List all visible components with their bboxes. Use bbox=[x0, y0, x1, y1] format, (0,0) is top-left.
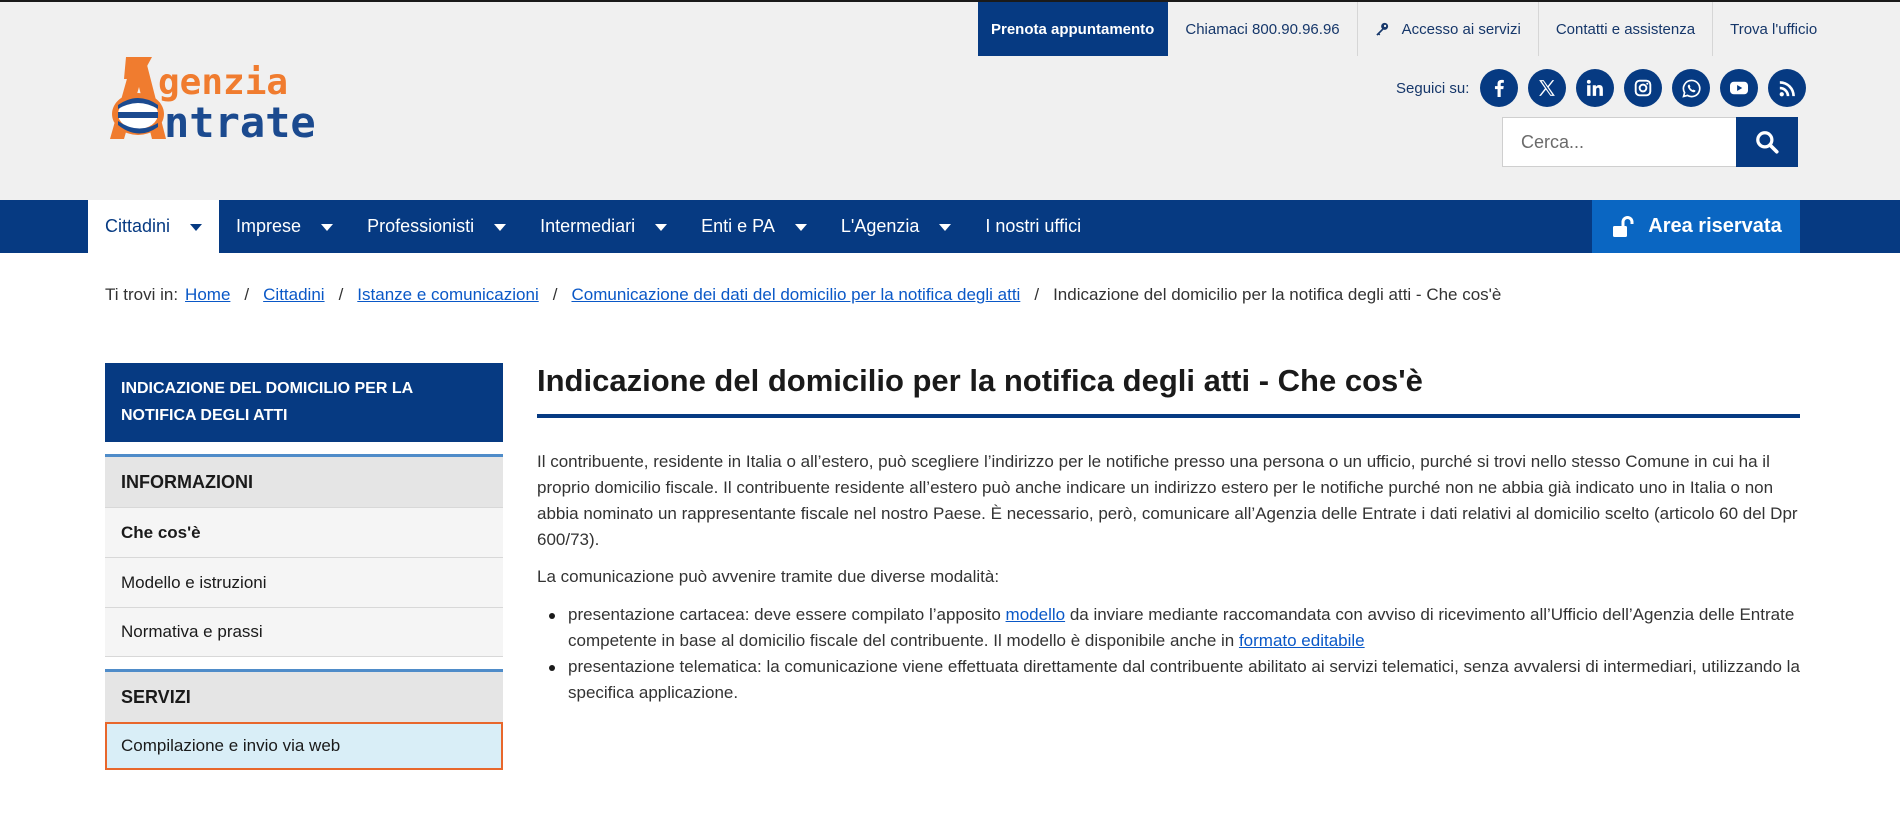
list-item: presentazione telematica: la comunicazione viene effettuata direttamente dal contribuente abilitato ai servizi telematici, senza avvalersi di intermediari, utilizzando la specifica applicazione. bbox=[537, 654, 1800, 706]
top-utility-bar bbox=[978, 2, 1834, 56]
rss-icon[interactable] bbox=[1768, 69, 1806, 107]
logo-text-agenzia: genzia bbox=[158, 62, 289, 103]
find-office-link[interactable]: Trova l'ufficio bbox=[1730, 20, 1818, 38]
modes-paragraph: La comunicazione può avvenire tramite due diverse modalità: bbox=[537, 567, 1000, 586]
breadcrumb-home[interactable]: Home bbox=[185, 285, 231, 304]
sidebar-item-modello-istruzioni[interactable]: Modello e istruzioni bbox=[105, 557, 503, 607]
social-links bbox=[1396, 69, 1806, 107]
nav-item-enti-pa[interactable] bbox=[684, 200, 824, 253]
contacts-link[interactable]: Contatti e assistenza bbox=[1539, 2, 1713, 56]
reserved-area-label: Area riservata bbox=[1648, 215, 1782, 237]
nav-item-label: L'Agenzia bbox=[840, 216, 920, 236]
nav-item-cittadini[interactable] bbox=[88, 200, 219, 253]
breadcrumb-cittadini[interactable]: Cittadini bbox=[263, 285, 325, 304]
sidebar-item-compilazione-invio[interactable]: Compilazione e invio via web bbox=[105, 722, 503, 770]
modes-list bbox=[537, 602, 1800, 706]
phone-link[interactable]: Chiamaci 800.90.96.96 bbox=[1168, 2, 1357, 56]
whatsapp-icon[interactable] bbox=[1672, 69, 1710, 107]
sidebar-heading-servizi: SERVIZI bbox=[105, 669, 503, 722]
main-content bbox=[537, 363, 1800, 706]
caret-down-icon bbox=[494, 224, 506, 231]
key-icon bbox=[1375, 22, 1389, 36]
list-item bbox=[537, 602, 1800, 654]
sidebar bbox=[105, 363, 503, 770]
youtube-icon[interactable] bbox=[1720, 69, 1758, 107]
x-icon[interactable] bbox=[1528, 69, 1566, 107]
intro-paragraph: Il contribuente, residente in Italia o all’estero, può scegliere l’indirizzo per le notifiche presso una persona o un ufficio, purché si trovi nello stesso Comune in cui ha il proprio domicilio fiscale. Il contribuente residente all’estero può anche indicare un indirizzo estero per le notifiche purché non ne abbia già indicato uno in Italia o non abbia nominato un rappresentante fiscale nel nostro Paese. È necessario, però, comunicare all’Agenzia delle Entrate i dati relativi al domicilio scelto (articolo 60 del Dpr 600/73). bbox=[537, 452, 1798, 549]
nav-item-imprese[interactable] bbox=[219, 200, 350, 253]
nav-item-professionisti[interactable] bbox=[350, 200, 523, 253]
services-access-label: Accesso ai servizi bbox=[1401, 20, 1521, 38]
search-input[interactable] bbox=[1502, 117, 1736, 167]
breadcrumb-separator: / bbox=[552, 285, 558, 304]
modello-link[interactable]: modello bbox=[1005, 605, 1066, 624]
services-access-link[interactable] bbox=[1358, 2, 1539, 56]
linkedin-icon[interactable] bbox=[1576, 69, 1614, 107]
sidebar-heading-informazioni: INFORMAZIONI bbox=[105, 454, 503, 507]
agenzia-entrate-logo[interactable] bbox=[104, 57, 386, 147]
nav-item-nostri-uffici[interactable] bbox=[968, 200, 1098, 253]
breadcrumb-label: Ti trovi in: bbox=[105, 285, 179, 304]
nav-item-label: Cittadini bbox=[105, 216, 171, 236]
caret-down-icon bbox=[655, 224, 667, 231]
unlock-icon bbox=[1610, 215, 1634, 239]
logo-text-entrate: ntrate bbox=[164, 98, 316, 147]
breadcrumb-istanze[interactable]: Istanze e comunicazioni bbox=[357, 285, 539, 304]
caret-down-icon bbox=[321, 224, 333, 231]
caret-down-icon bbox=[190, 224, 202, 231]
breadcrumb-separator: / bbox=[244, 285, 250, 304]
follow-us-label: Seguici su: bbox=[1396, 79, 1470, 97]
facebook-icon[interactable] bbox=[1480, 69, 1518, 107]
site-header bbox=[0, 0, 1900, 200]
nav-item-label: Enti e PA bbox=[701, 216, 775, 236]
book-appointment-link[interactable]: Prenota appuntamento bbox=[978, 2, 1168, 56]
sidebar-title[interactable]: INDICAZIONE DEL DOMICILIO PER LA NOTIFICA DEGLI ATTI bbox=[105, 363, 503, 442]
nav-item-label: Intermediari bbox=[540, 216, 636, 236]
search-icon bbox=[1754, 129, 1780, 155]
nav-item-intermediari[interactable] bbox=[523, 200, 684, 253]
editable-format-link[interactable]: formato editabile bbox=[1238, 631, 1365, 650]
breadcrumb-separator: / bbox=[338, 285, 344, 304]
breadcrumb bbox=[105, 285, 1501, 305]
main-nav-items bbox=[88, 200, 1098, 253]
sidebar-item-normativa-prassi[interactable]: Normativa e prassi bbox=[105, 607, 503, 657]
breadcrumb-comunicazione[interactable]: Comunicazione dei dati del domicilio per la notifica degli atti bbox=[571, 285, 1021, 304]
breadcrumb-current: Indicazione del domicilio per la notifica degli atti - Che cos'è bbox=[1053, 285, 1502, 304]
breadcrumb-separator: / bbox=[1034, 285, 1040, 304]
sidebar-item-che-cose[interactable]: Che cos'è bbox=[105, 507, 503, 557]
search-button[interactable] bbox=[1736, 117, 1798, 167]
nav-item-label: I nostri uffici bbox=[985, 216, 1082, 236]
search-form bbox=[1502, 117, 1798, 167]
nav-item-label: Professionisti bbox=[367, 216, 475, 236]
nav-item-label: Imprese bbox=[236, 216, 302, 236]
main-navigation bbox=[0, 200, 1900, 253]
page-title: Indicazione del domicilio per la notifica degli atti - Che cos'è bbox=[537, 363, 1800, 418]
caret-down-icon bbox=[939, 224, 951, 231]
reserved-area-button[interactable] bbox=[1592, 200, 1800, 253]
nav-item-agenzia[interactable] bbox=[824, 200, 969, 253]
paper-submission-text: presentazione cartacea: deve essere compilato l’apposito bbox=[568, 605, 1006, 624]
paper-submission-text-2: da inviare mediante raccomandata con avviso di ricevimento all’Ufficio dell’Agenzia delle Entrate competente in base al domicilio fiscale del contribuente. Il modello è disponibile anche in bbox=[568, 605, 1795, 650]
caret-down-icon bbox=[795, 224, 807, 231]
instagram-icon[interactable] bbox=[1624, 69, 1662, 107]
